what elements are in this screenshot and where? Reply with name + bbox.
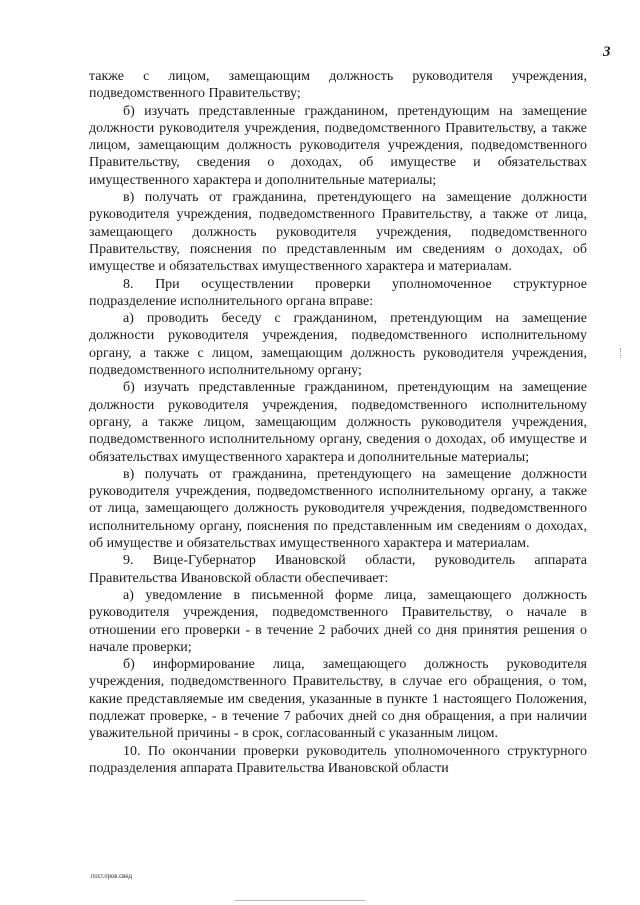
paragraph-9a: а) уведомление в письменной форме лица, замещающего должность руководителя учреждения, подведомственного Правительству, о начале в отношении его проверки - в течение 2 рабочих дней со дня принятия решения о начале проверки; [89,587,587,655]
paragraph-8a: а) проводить беседу с гражданином, претендующим на замещение должности руководителя учреждения, подведомственного исполнительному органу, а также с лицом, замещающим должность руководителя учреждения, подведомственного исполнительному органу; [89,311,587,379]
paragraph-9b: б) информирование лица, замещающего должность руководителя учреждения, подведомственного Правительству, в случае его обращения, о том, какие представляемые им сведения, указанные в пункте 1 настоящего Положения, подлежат проверке, - в течение 7 рабочих дней со дня обращения, а при наличии уважительной причины - в срок, согласованный с указанным лицом. [89,657,587,742]
paragraph-8c: в) получать от гражданина, претендующего на замещение должности руководителя учреждения, подведомственного исполнительному органу, а также от лица, замещающего должность руководителя учреждения, подведомственного исполнительному органу, пояснения по представленным им сведениям о доходах, об имуществе и обязательствах имущественного характера и материалам. [89,466,587,552]
footer-code: пост.пров.свед [91,874,132,880]
scan-edge-mark [235,900,365,901]
page-number: 3 [603,44,611,60]
paragraph-continuation: также с лицом, замещающим должность руководителя учреждения, подведомственного Правительству; [89,69,587,102]
paragraph-7b: б) изучать представленные гражданином, претендующим на замещение должности руководителя учреждения, подведомственного Правительству, а также лицом, замещающим должность руководителя учреждения, подведомственного Правительству, сведения о доходах, об имуществе и обязательствах имущественного характера и дополнительные материалы; [89,103,587,188]
paragraph-10: 10. По окончании проверки руководитель уполномоченного структурного подразделения аппарата Правительства Ивановской области [89,743,587,776]
document-body [89,68,587,777]
paragraph-9: 9. Вице-Губернатор Ивановской области, руководитель аппарата Правительства Ивановской области обеспечивает: [89,553,587,586]
paragraph-8: 8. При осуществлении проверки уполномоченное структурное подразделение исполнительного органа вправе: [89,276,587,309]
margin-mark [620,348,623,358]
paragraph-7c: в) получать от гражданина, претендующего на замещение должности руководителя учреждения, подведомственного Правительству, а также от лица, замещающего должность руководителя учреждения, подведомственного Правительству, пояснения по представленным им сведениям о доходах, об имуществе и обязательствах имущественного характера и материалам. [89,190,587,275]
paragraph-8b: б) изучать представленные гражданином, претендующим на замещение должности руководителя учреждения, подведомственного исполнительному органу, а также лицом, замещающим должность руководителя учреждения, подведомственного исполнительному органу, сведения о доходах, об имуществе и обязательствах имущественного характера и дополнительные материалы; [89,380,587,465]
